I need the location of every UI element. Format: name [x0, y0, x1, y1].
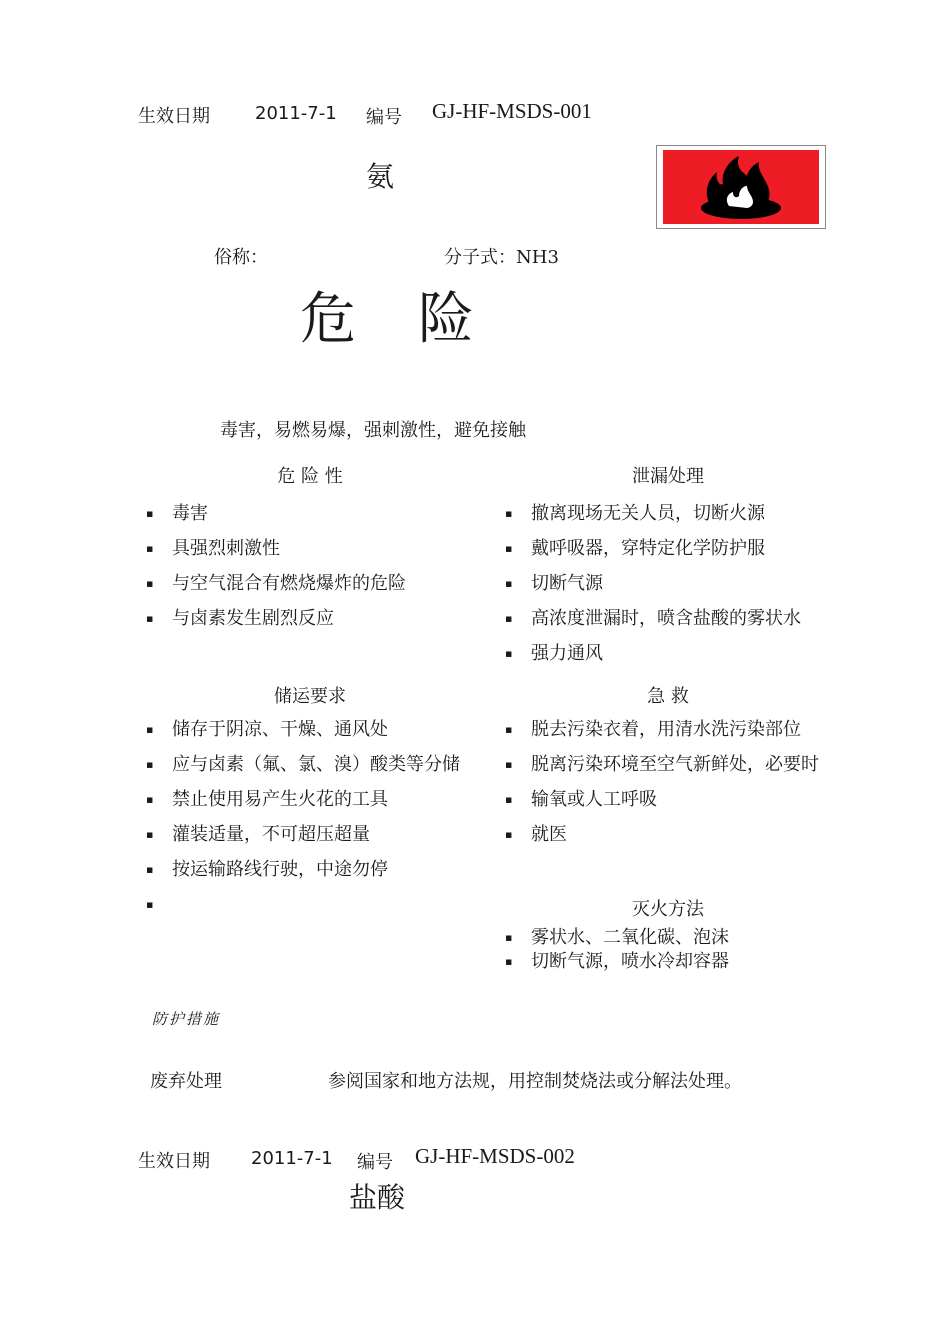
- list-item: ▪ 高浓度泄漏时，喷含盐酸的雾状水: [505, 607, 801, 642]
- list-item: ▪ 脱去污染衣着，用清水洗污染部位: [505, 718, 819, 753]
- list-item: ▪ 与空气混合有燃烧爆炸的危险: [146, 572, 406, 607]
- list-item: ▪ 禁止使用易产生火花的工具: [146, 788, 460, 823]
- list-item: ▪ 强力通风: [505, 642, 801, 677]
- list-item: ▪ 戴呼吸器，穿特定化学防护服: [505, 537, 801, 572]
- hazards-list: [146, 502, 406, 642]
- list-item: ▪ 切断气源，喷水冷却容器: [505, 950, 729, 974]
- list-item: ▪ 脱离污染环境至空气新鲜处，必要时: [505, 753, 819, 788]
- list-item: ▪ 就医: [505, 823, 819, 858]
- list-item: ▪ 储存于阴凉、干燥、通风处: [146, 718, 460, 753]
- formula-label: 分子式：NH3: [444, 247, 559, 268]
- list-item: ▪ 切断气源: [505, 572, 801, 607]
- leak-list: [505, 502, 801, 677]
- list-item: ▪ 雾状水、二氧化碳、泡沫: [505, 926, 729, 950]
- chemical-name: 氨: [366, 160, 395, 193]
- protection-label: 防护措施: [152, 1010, 221, 1028]
- chemical-name-2: 盐酸: [349, 1181, 406, 1214]
- flammable-flame-icon: [663, 150, 819, 224]
- first-aid-title: 急 救: [647, 686, 689, 707]
- storage-list: [146, 718, 460, 928]
- signal-word: 危险: [300, 287, 536, 352]
- list-item: [146, 893, 460, 928]
- disposal-text: 参阅国家和地方法规，用控制焚烧法或分解法处理。: [328, 1071, 742, 1092]
- fire-list: [505, 926, 729, 974]
- effective-date-label-2: 生效日期: [138, 1151, 210, 1172]
- list-item: ▪ 具强烈刺激性: [146, 537, 406, 572]
- code-label: 编号: [366, 107, 402, 128]
- effective-date-value: 2011-7-1: [255, 103, 337, 124]
- leak-title: 泄漏处理: [632, 466, 704, 487]
- list-item: ▪ 灌装适量，不可超压超量: [146, 823, 460, 858]
- list-item: ▪ 毒害: [146, 502, 406, 537]
- list-item: ▪ 输氧或人工呼吸: [505, 788, 819, 823]
- hazard-summary: 毒害，易燃易爆，强刺激性，避免接触: [220, 420, 526, 441]
- storage-title: 储运要求: [274, 686, 346, 707]
- list-item: ▪ 撤离现场无关人员，切断火源: [505, 502, 801, 537]
- hazard-sign: [656, 145, 826, 229]
- code-value: GJ-HF-MSDS-001: [432, 99, 592, 123]
- hazards-title: 危 险 性: [277, 466, 343, 487]
- list-item: ▪ 与卤素发生剧烈反应: [146, 607, 406, 642]
- effective-date-label: 生效日期: [138, 106, 210, 127]
- first-aid-list: [505, 718, 819, 858]
- effective-date-value-2: 2011-7-1: [251, 1148, 333, 1169]
- code-label-2: 编号: [357, 1152, 393, 1173]
- list-item: ▪ 按运输路线行驶，中途勿停: [146, 858, 460, 893]
- fire-title: 灭火方法: [632, 899, 704, 920]
- disposal-label: 废弃处理: [150, 1071, 222, 1092]
- common-name-label: 俗称：: [214, 247, 268, 268]
- code-value-2: GJ-HF-MSDS-002: [415, 1144, 575, 1168]
- list-item: ▪ 应与卤素（氟、氯、溴）酸类等分储: [146, 753, 460, 788]
